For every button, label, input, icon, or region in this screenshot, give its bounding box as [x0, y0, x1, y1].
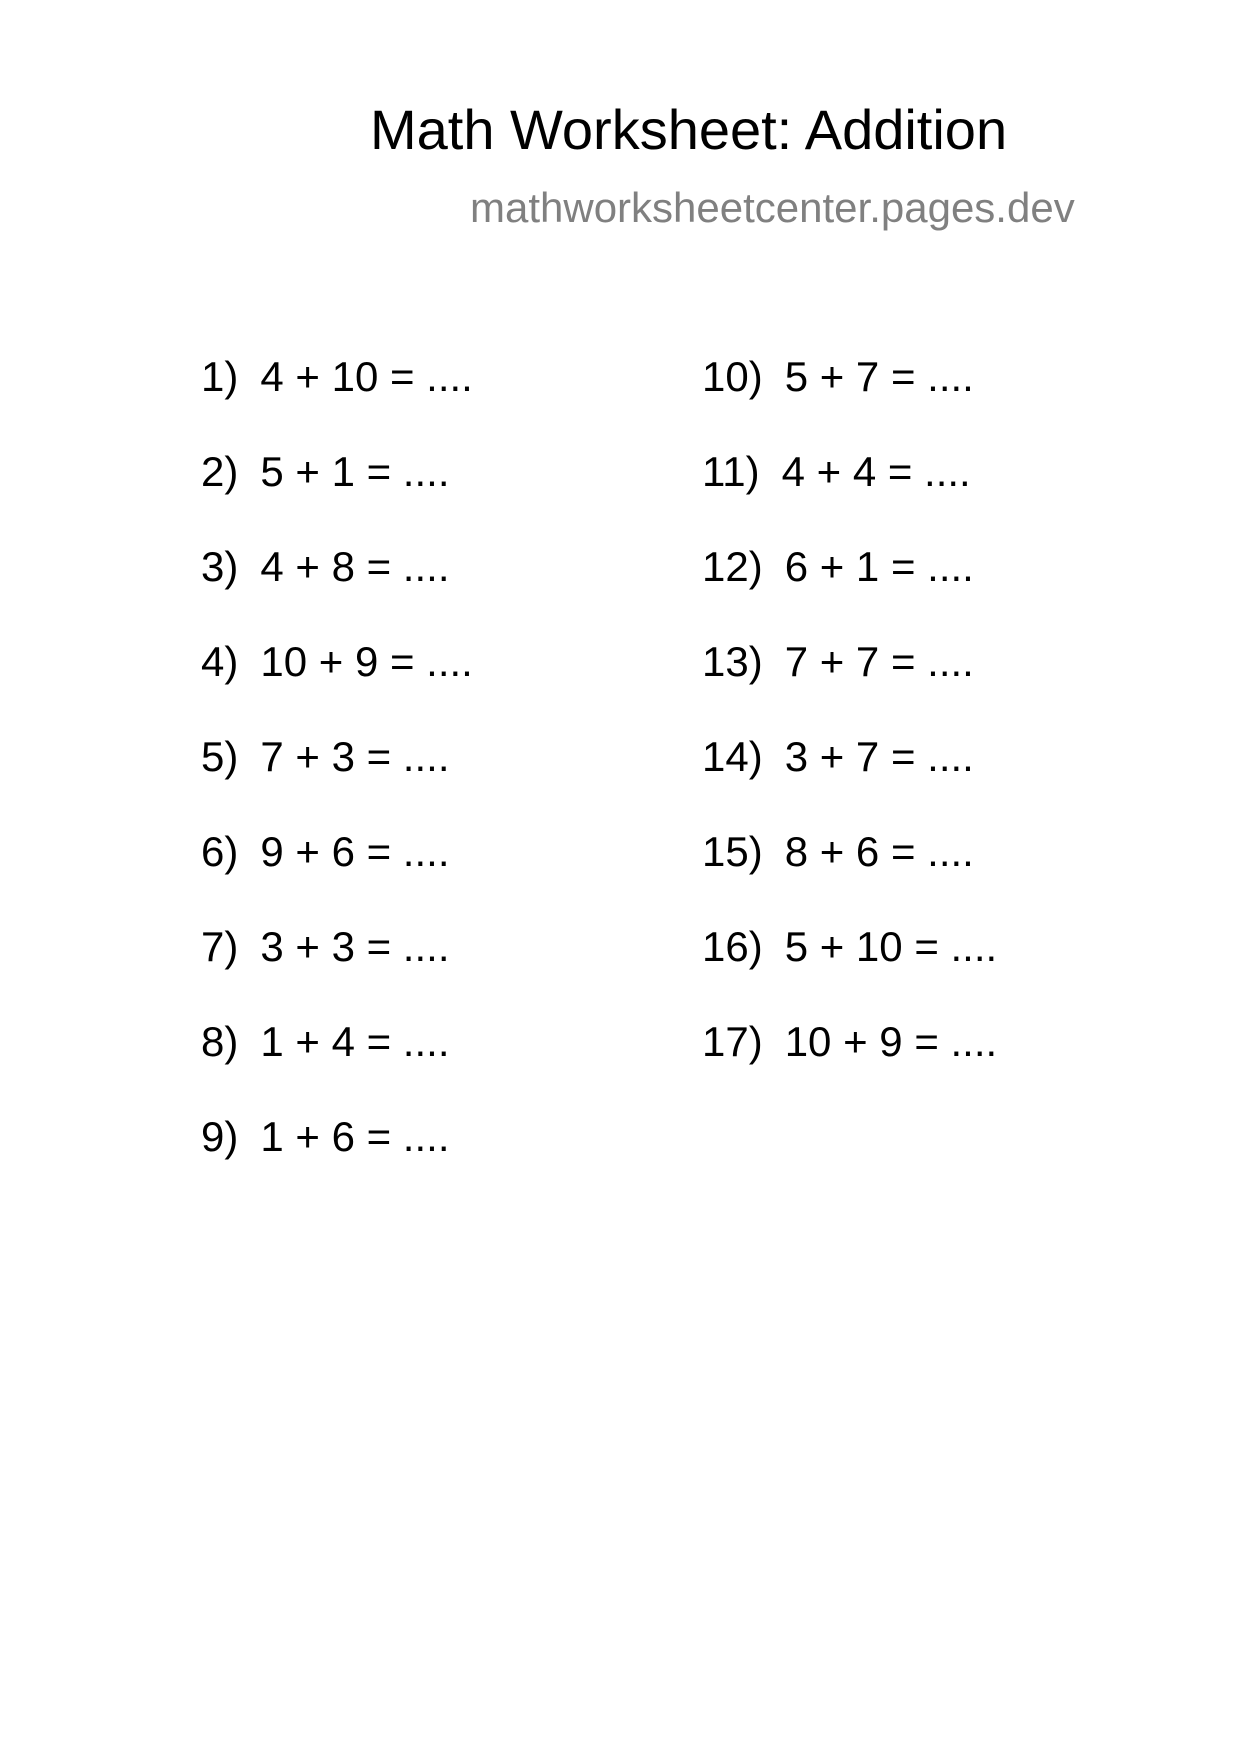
problem-column-right: [702, 353, 997, 1113]
problem-expression: 8 + 6 = ....: [784, 828, 974, 875]
problem-item: [702, 638, 997, 733]
problem-item: [201, 923, 473, 1018]
problem-item: [201, 828, 473, 923]
problem-number: 4): [201, 638, 239, 685]
problem-number: 16): [702, 923, 763, 970]
problem-number: 5): [201, 733, 239, 780]
problem-number: 12): [702, 543, 763, 590]
problem-item: [201, 733, 473, 828]
problem-expression: 4 + 4 = ....: [781, 448, 971, 495]
problem-item: [201, 1113, 473, 1208]
problem-item: [702, 1018, 997, 1113]
problem-item: [702, 448, 997, 543]
problem-expression: 1 + 6 = ....: [260, 1113, 450, 1160]
worksheet-source: mathworksheetcenter.pages.dev: [470, 184, 1075, 231]
problem-item: [201, 638, 473, 733]
problem-expression: 5 + 10 = ....: [784, 923, 998, 970]
problem-number: 9): [201, 1113, 239, 1160]
problem-item: [702, 923, 997, 1018]
problem-expression: 7 + 3 = ....: [260, 733, 450, 780]
problem-item: [201, 448, 473, 543]
problem-number: 7): [201, 923, 239, 970]
problem-number: 6): [201, 828, 239, 875]
problem-expression: 3 + 7 = ....: [784, 733, 974, 780]
problem-expression: 9 + 6 = ....: [260, 828, 450, 875]
problem-number: 15): [702, 828, 763, 875]
problem-item: [201, 543, 473, 638]
problem-expression: 6 + 1 = ....: [784, 543, 974, 590]
problem-number: 14): [702, 733, 763, 780]
problem-expression: 3 + 3 = ....: [260, 923, 450, 970]
problem-item: [702, 543, 997, 638]
problem-item: [702, 353, 997, 448]
problem-item: [702, 828, 997, 923]
problem-number: 11): [702, 448, 760, 495]
problem-item: [702, 733, 997, 828]
problem-expression: 10 + 9 = ....: [784, 1018, 998, 1065]
problem-number: 8): [201, 1018, 239, 1065]
worksheet-title: Math Worksheet: Addition: [370, 98, 1008, 161]
problem-expression: 10 + 9 = ....: [260, 638, 473, 685]
problem-expression: 7 + 7 = ....: [784, 638, 974, 685]
problem-expression: 5 + 1 = ....: [260, 448, 450, 495]
problem-item: [201, 353, 473, 448]
problem-number: 17): [702, 1018, 763, 1065]
problem-number: 3): [201, 543, 239, 590]
problem-expression: 4 + 10 = ....: [260, 353, 473, 400]
problem-expression: 5 + 7 = ....: [784, 353, 974, 400]
problem-expression: 4 + 8 = ....: [260, 543, 450, 590]
problem-number: 1): [201, 353, 239, 400]
problem-item: [201, 1018, 473, 1113]
problem-number: 2): [201, 448, 239, 495]
problem-number: 10): [702, 353, 763, 400]
problem-number: 13): [702, 638, 763, 685]
problem-expression: 1 + 4 = ....: [260, 1018, 450, 1065]
problem-column-left: [201, 353, 473, 1208]
